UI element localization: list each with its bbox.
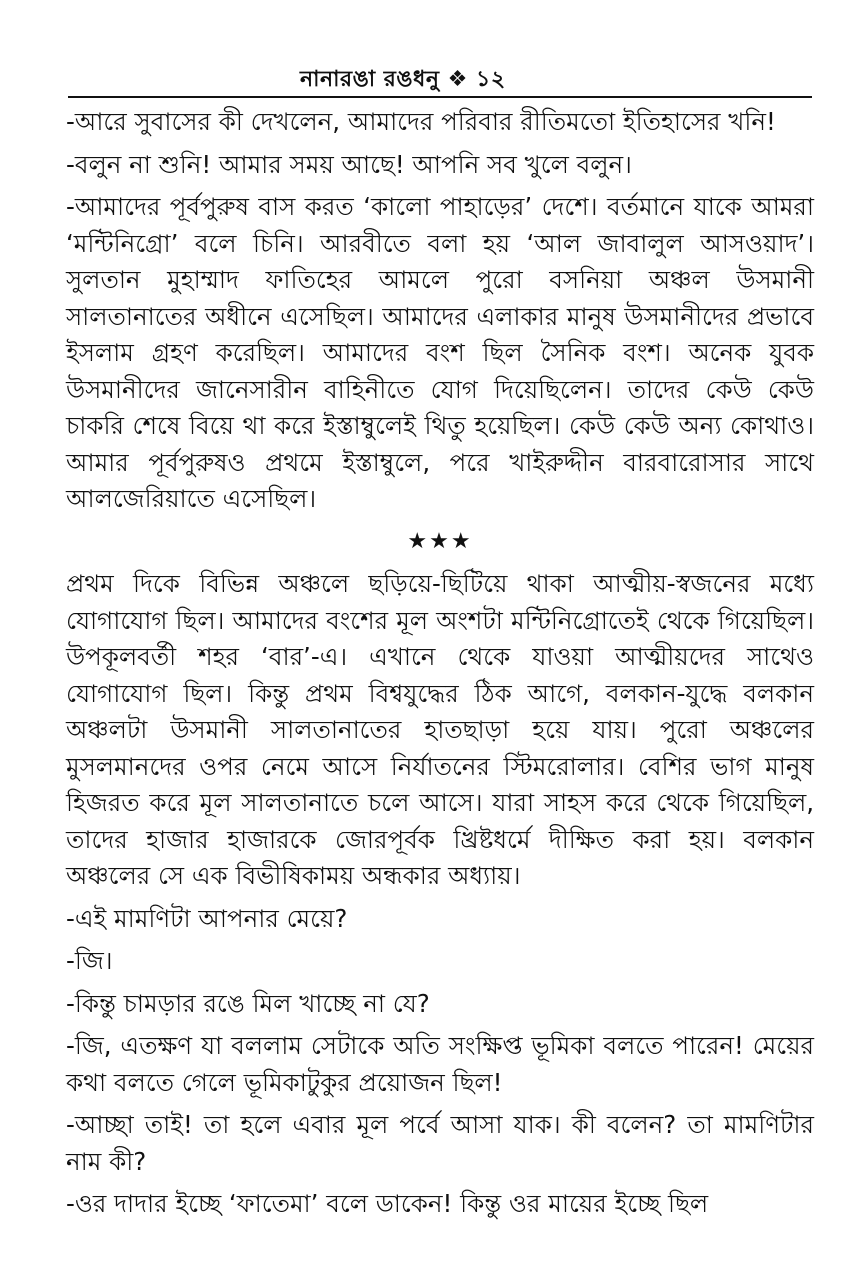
paragraph: প্রথম দিকে বিভিন্ন অঞ্চলে ছড়িয়ে-ছিটিয়ে থাকা আত্মীয়-স্বজনের মধ্যে যোগাযোগ ছিল। আমাদের বংশের মূল অংশটা মন্টিনিগ্রোতেই থেকে গিয়েছিল। উপকূলবর্তী শহর ‘বার’-এ। এখানে থেকে যাওয়া আত্মীয়দের সাথেও যোগাযোগ ছিল। কিন্তু প্রথম বিশ্বযুদ্ধের ঠিক আগে, বলকান-যুদ্ধে বলকান অঞ্চলটা উসমানী সালতানাতের হাতছাড়া হয়ে যায়। পুরো অঞ্চলের মুসলমানদের ওপর নেমে আসে নির্যাতনের স্টিমরোলার। বেশির ভাগ মানুষ হিজরত করে মূল সালতানাতে চলে আসে। যারা সাহস করে থেকে গিয়েছিল, তাদের হাজার হাজারকে জোরপূর্বক খ্রিষ্টধর্মে দীক্ষিত করা হয়। বলকান অঞ্চলের সে এক বিভীষিকাময় অন্ধকার অধ্যায়। <box>66 569 814 890</box>
page-body <box>66 104 814 1229</box>
header-rule <box>68 96 812 98</box>
paragraph: -কিন্তু চামড়ার রঙে মিল খাচ্ছে না যে? <box>66 988 430 1018</box>
paragraph: -আরে সুবাসের কী দেখলেন, আমাদের পরিবার রীতিমতো ইতিহাসের খনি! <box>66 107 776 136</box>
paragraph: -আমাদের পূর্বপুরুষ বাস করত ‘কালো পাহাড়ের’ দেশে। বর্তমানে যাকে আমরা ‘মন্টিনিগ্রো’ বলে চিনি। আরবীতে বলা হয় ‘আল জাবালুল আসওয়াদ’। সুলতান মুহাম্মাদ ফাতিহের আমলে পুরো বসনিয়া অঞ্চল উসমানী সালতানাতের অধীনে এসেছিল। আমাদের এলাকার মানুষ উসমানীদের প্রভাবে ইসলাম গ্রহণ করেছিল। আমাদের বংশ ছিল সৈনিক বংশ। অনেক যুবক উসমানীদের জানেসারীন বাহিনীতে যোগ দিয়েছিলেন। তাদের কেউ কেউ চাকরি শেষে বিয়ে থা করে ইস্তাম্বুলেই থিতু হয়েছিল। কেউ কেউ অন্য কোথাও। আমার পূর্বপুরুষও প্রথমে ইস্তাম্বুলে, পরে খাইরুদ্দীন বারবারোসার সাথে আলজেরিয়াতে এসেছিল। <box>66 192 814 513</box>
paragraph: -আচ্ছা তাই! তা হলে এবার মূল পর্বে আসা যাক। কী বলেন? তা মামণিটার নাম কী? <box>66 1110 814 1176</box>
paragraph: -এই মামণিটা আপনার মেয়ে? <box>66 903 348 933</box>
paragraph: -জি, এতক্ষণ যা বললাম সেটাকে অতি সংক্ষিপ্ত ভূমিকা বলতে পারেন! মেয়ের কথা বলতে গেলে ভূমিকাটুকুর প্রয়োজন ছিল! <box>66 1031 814 1097</box>
paragraph: -বলুন না শুনি! আমার সময় আছে! আপনি সব খুলে বলুন। <box>66 149 632 179</box>
section-separator: ★★★ <box>407 528 473 554</box>
paragraph: -ওর দাদার ইচ্ছে ‘ফাতেমা’ বলে ডাকেন! কিন্তু ওর মায়ের ইচ্ছে ছিল <box>66 1189 709 1218</box>
running-header: নানারঙা রঙধনু ❖ ১২ <box>300 67 506 92</box>
paragraph: -জি। <box>66 946 113 975</box>
